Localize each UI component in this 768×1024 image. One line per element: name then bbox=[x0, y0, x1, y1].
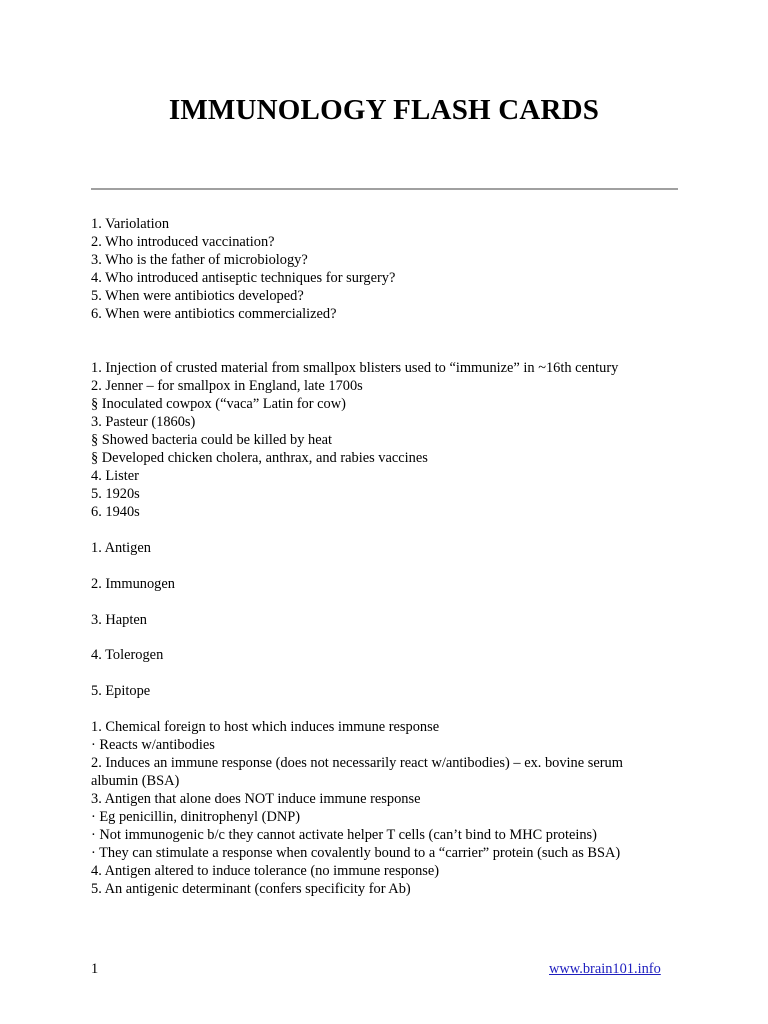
list-item: § Developed chicken cholera, anthrax, and rabies vaccines bbox=[91, 450, 428, 466]
list-item: 2. Who introduced vaccination? bbox=[91, 234, 275, 250]
footer-website-link[interactable]: www.brain101.info bbox=[549, 961, 661, 977]
list-item: albumin (BSA) bbox=[91, 773, 180, 789]
list-item: 5. 1920s bbox=[91, 486, 140, 502]
list-item: 1. Injection of crusted material from smallpox blisters used to “immunize” in ~16th century bbox=[91, 360, 619, 376]
list-item: § Showed bacteria could be killed by heat bbox=[91, 432, 332, 448]
list-item: 3. Hapten bbox=[91, 612, 147, 628]
page-number: 1 bbox=[91, 961, 99, 977]
list-item: 1. Antigen bbox=[91, 540, 151, 556]
list-item: 1. Chemical foreign to host which induces immune response bbox=[91, 719, 440, 735]
list-item: § Inoculated cowpox (“vaca” Latin for cow) bbox=[91, 396, 346, 412]
list-item: 2. Induces an immune response (does not necessarily react w/antibodies) – ex. bovine serum bbox=[91, 755, 623, 771]
list-item: · Reacts w/antibodies bbox=[91, 737, 215, 753]
list-item: · Not immunogenic b/c they cannot activate helper T cells (can’t bind to MHC proteins) bbox=[91, 827, 597, 843]
list-item: 5. When were antibiotics developed? bbox=[91, 288, 304, 304]
list-item: 5. An antigenic determinant (confers specificity for Ab) bbox=[91, 881, 411, 897]
list-item: 4. Antigen altered to induce tolerance (no immune response) bbox=[91, 863, 440, 879]
page-title: IMMUNOLOGY FLASH CARDS bbox=[168, 94, 600, 126]
list-item: 2. Jenner – for smallpox in England, late 1700s bbox=[91, 378, 363, 394]
list-item: 3. Antigen that alone does NOT induce immune response bbox=[91, 791, 421, 807]
list-item: 6. 1940s bbox=[91, 504, 140, 520]
list-item: 5. Epitope bbox=[91, 683, 151, 699]
list-item: 2. Immunogen bbox=[91, 576, 175, 592]
list-item: 4. Who introduced antiseptic techniques for surgery? bbox=[91, 270, 396, 286]
list-item: 6. When were antibiotics commercialized? bbox=[91, 306, 337, 322]
list-item: · Eg penicillin, dinitrophenyl (DNP) bbox=[91, 809, 301, 825]
list-item: 3. Who is the father of microbiology? bbox=[91, 252, 308, 268]
list-item: 1. Variolation bbox=[91, 216, 170, 232]
list-item: · They can stimulate a response when covalently bound to a “carrier” protein (such as BSA) bbox=[91, 845, 621, 861]
list-item: 3. Pasteur (1860s) bbox=[91, 414, 196, 430]
horizontal-divider bbox=[91, 188, 678, 190]
list-item: 4. Tolerogen bbox=[91, 647, 164, 663]
list-item: 4. Lister bbox=[91, 468, 139, 484]
